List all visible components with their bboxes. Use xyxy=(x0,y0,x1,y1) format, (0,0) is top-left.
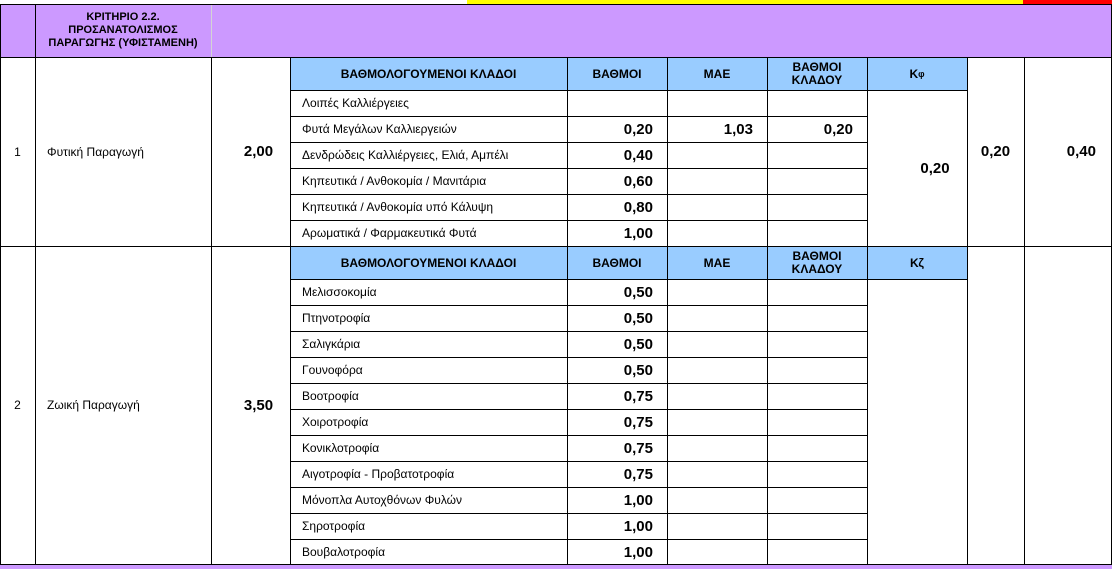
branch-mae-cell[interactable] xyxy=(667,142,767,168)
grid-line xyxy=(290,357,867,358)
branch-mae-cell[interactable] xyxy=(667,279,767,305)
k-phi-base: Κ xyxy=(909,66,919,81)
branch-name-cell[interactable]: Αιγοτροφία - Προβατοτροφία xyxy=(302,467,455,481)
branch-name-cell[interactable]: Λοιπές Καλλιέργειες xyxy=(302,96,409,110)
branch-mae-cell[interactable] xyxy=(667,487,767,513)
branch-points-cell[interactable]: 1,00 xyxy=(623,491,653,509)
grid-line xyxy=(290,90,967,91)
grid-line xyxy=(290,168,867,169)
branch-name-cell[interactable]: Αρωματικά / Φαρμακευτικά Φυτά xyxy=(302,226,477,240)
branch-name-cell[interactable]: Κονικλοτροφία xyxy=(302,441,380,455)
grid-line xyxy=(290,487,867,488)
branch-points-cell[interactable]: 0,75 xyxy=(623,439,653,457)
branch-score-cell[interactable] xyxy=(767,194,867,220)
branch-score-cell[interactable] xyxy=(767,409,867,435)
section2-weight[interactable]: 3,50 xyxy=(243,396,274,414)
header-branch-points-1[interactable]: ΒΑΘΜΟΙ ΚΛΑΔΟΥ xyxy=(767,57,867,90)
criterion-line3: ΠΑΡΑΓΩΓΗΣ (ΥΦΙΣΤΑΜΕΝΗ) xyxy=(48,37,198,49)
grid-line xyxy=(0,564,1112,565)
branch-mae-cell[interactable] xyxy=(667,539,767,565)
branch-score-cell[interactable] xyxy=(767,168,867,194)
branch-score-cell[interactable] xyxy=(767,357,867,383)
grid-line xyxy=(0,246,1112,247)
grid-line xyxy=(867,57,868,564)
branch-name-cell[interactable]: Βοοτροφία xyxy=(302,389,359,403)
branch-name-cell[interactable]: Γουνοφόρα xyxy=(302,363,363,377)
branch-points-cell[interactable]: 0,75 xyxy=(623,413,653,431)
branch-points-cell[interactable]: 0,50 xyxy=(623,361,653,379)
section1-weight[interactable]: 2,00 xyxy=(243,143,274,160)
branch-points-cell[interactable]: 0,75 xyxy=(623,387,653,405)
branch-score-cell[interactable] xyxy=(767,90,867,116)
grid-line xyxy=(290,539,867,540)
branch-name-cell[interactable]: Φυτά Μεγάλων Καλλιεργειών xyxy=(302,122,457,136)
criterion-line2: ΠΡΟΣΑΝΑΤΟΛΙΣΜΟΣ xyxy=(68,24,178,36)
branch-points-cell[interactable]: 0,60 xyxy=(623,172,653,190)
section1-index[interactable]: 1 xyxy=(14,144,21,159)
grid-line xyxy=(290,116,867,117)
section1-label[interactable]: Φυτική Παραγωγή xyxy=(47,144,144,159)
branch-mae-cell[interactable] xyxy=(667,383,767,409)
branch-mae-cell[interactable] xyxy=(667,90,767,116)
header-k-z[interactable]: Κζ xyxy=(867,246,967,279)
grid-line xyxy=(290,331,867,332)
section2-index[interactable]: 2 xyxy=(14,398,21,412)
grid-line xyxy=(0,57,1112,58)
grid-line xyxy=(290,305,867,306)
header-branches-2[interactable]: ΒΑΘΜΟΛΟΓΟΥΜΕΝΟΙ ΚΛΑΔΟΙ xyxy=(290,246,567,279)
branch-points-cell[interactable]: 0,50 xyxy=(623,335,653,353)
branch-points-cell[interactable]: 0,80 xyxy=(623,198,653,216)
branch-name-cell[interactable]: Κηπευτικά / Ανθοκομία / Μανιτάρια xyxy=(302,174,487,188)
grid-line xyxy=(290,383,867,384)
grid-line xyxy=(290,435,867,436)
grid-line xyxy=(211,57,212,564)
branch-mae-cell[interactable] xyxy=(667,409,767,435)
grid-line xyxy=(290,142,867,143)
branch-score-cell[interactable] xyxy=(767,435,867,461)
branch-score-cell[interactable] xyxy=(767,220,867,246)
grid-line xyxy=(1024,57,1025,564)
branch-score-cell[interactable] xyxy=(767,487,867,513)
branch-mae-cell[interactable] xyxy=(667,357,767,383)
branch-name-cell[interactable]: Δενδρώδεις Καλλιέργειες, Ελιά, Αμπέλι xyxy=(302,148,509,162)
branch-score-cell[interactable] xyxy=(767,539,867,565)
grid-line xyxy=(967,57,968,564)
branch-score-cell[interactable] xyxy=(767,331,867,357)
branch-mae-cell[interactable] xyxy=(667,220,767,246)
branch-name-cell[interactable]: Σαλιγκάρια xyxy=(302,337,361,351)
section1-total[interactable]: 0,40 xyxy=(1066,143,1096,160)
branch-score-cell[interactable] xyxy=(767,383,867,409)
branch-mae-cell[interactable] xyxy=(667,435,767,461)
branch-mae-cell[interactable] xyxy=(667,461,767,487)
branch-score-cell[interactable] xyxy=(767,461,867,487)
branch-points-cell[interactable]: 1,00 xyxy=(623,224,653,242)
grid-line xyxy=(35,4,36,564)
header-branches-1[interactable]: ΒΑΘΜΟΛΟΓΟΥΜΕΝΟΙ ΚΛΑΔΟΙ xyxy=(290,57,567,90)
branch-points-cell[interactable] xyxy=(567,90,667,116)
branch-points-cell[interactable]: 0,75 xyxy=(623,465,653,483)
grid-line xyxy=(0,4,1112,5)
branch-name-cell[interactable]: Βουβαλοτροφία xyxy=(302,545,386,559)
branch-mae-cell[interactable] xyxy=(667,168,767,194)
section1-k-value[interactable]: 0,20 xyxy=(920,159,950,177)
header-mae-1[interactable]: ΜΑΕ xyxy=(667,57,767,90)
grid-line xyxy=(290,279,967,280)
header-branch-points-2[interactable]: ΒΑΘΜΟΙ ΚΛΑΔΟΥ xyxy=(767,246,867,279)
branch-points-cell[interactable]: 1,00 xyxy=(623,517,653,535)
branch-name-cell[interactable]: Πτηνοτροφία xyxy=(302,311,371,325)
k-phi-sub: φ xyxy=(918,68,925,79)
grid-line xyxy=(290,461,867,462)
branch-score-cell[interactable] xyxy=(767,513,867,539)
header-points-1[interactable]: ΒΑΘΜΟΙ xyxy=(567,57,667,90)
section1-result[interactable]: 0,20 xyxy=(980,143,1011,160)
branch-points-cell[interactable]: 0,40 xyxy=(623,146,653,164)
branch-score-cell[interactable] xyxy=(767,279,867,305)
header-mae-2[interactable]: ΜΑΕ xyxy=(667,246,767,279)
branch-name-cell[interactable]: Μελισσοκομία xyxy=(302,285,377,299)
grid-line xyxy=(0,4,1,564)
branch-score-cell[interactable]: 0,20 xyxy=(823,120,853,138)
branch-score-cell[interactable] xyxy=(767,142,867,168)
grid-line xyxy=(211,4,212,57)
branch-points-cell[interactable]: 1,00 xyxy=(623,543,653,561)
grid-line xyxy=(290,409,867,410)
header-k-phi[interactable] xyxy=(867,57,967,90)
branch-points-cell[interactable]: 0,20 xyxy=(623,120,653,138)
section2-label[interactable]: Ζωική Παραγωγή xyxy=(47,398,140,412)
grid-line xyxy=(290,513,867,514)
branch-mae-cell[interactable] xyxy=(667,305,767,331)
branch-name-cell[interactable]: Χοιροτροφία xyxy=(302,415,369,429)
branch-name-cell[interactable]: Μόνοπλα Αυτοχθόνων Φυλών xyxy=(302,493,463,507)
branch-points-cell[interactable]: 0,50 xyxy=(623,283,653,301)
branch-name-cell[interactable]: Κηπευτικά / Ανθοκομία υπό Κάλυψη xyxy=(302,200,494,214)
grid-line xyxy=(290,194,867,195)
grid-line xyxy=(290,220,867,221)
branch-score-cell[interactable] xyxy=(767,305,867,331)
header-points-2[interactable]: ΒΑΘΜΟΙ xyxy=(567,246,667,279)
branch-points-cell[interactable]: 0,50 xyxy=(623,309,653,327)
criterion-line1: ΚΡΙΤΗΡΙΟ 2.2. xyxy=(86,11,160,23)
branch-name-cell[interactable]: Σηροτροφία xyxy=(302,519,366,533)
branch-mae-cell[interactable] xyxy=(667,194,767,220)
branch-mae-cell[interactable] xyxy=(667,331,767,357)
branch-mae-cell[interactable]: 1,03 xyxy=(723,120,753,138)
branch-mae-cell[interactable] xyxy=(667,513,767,539)
criterion-title[interactable] xyxy=(35,4,211,57)
